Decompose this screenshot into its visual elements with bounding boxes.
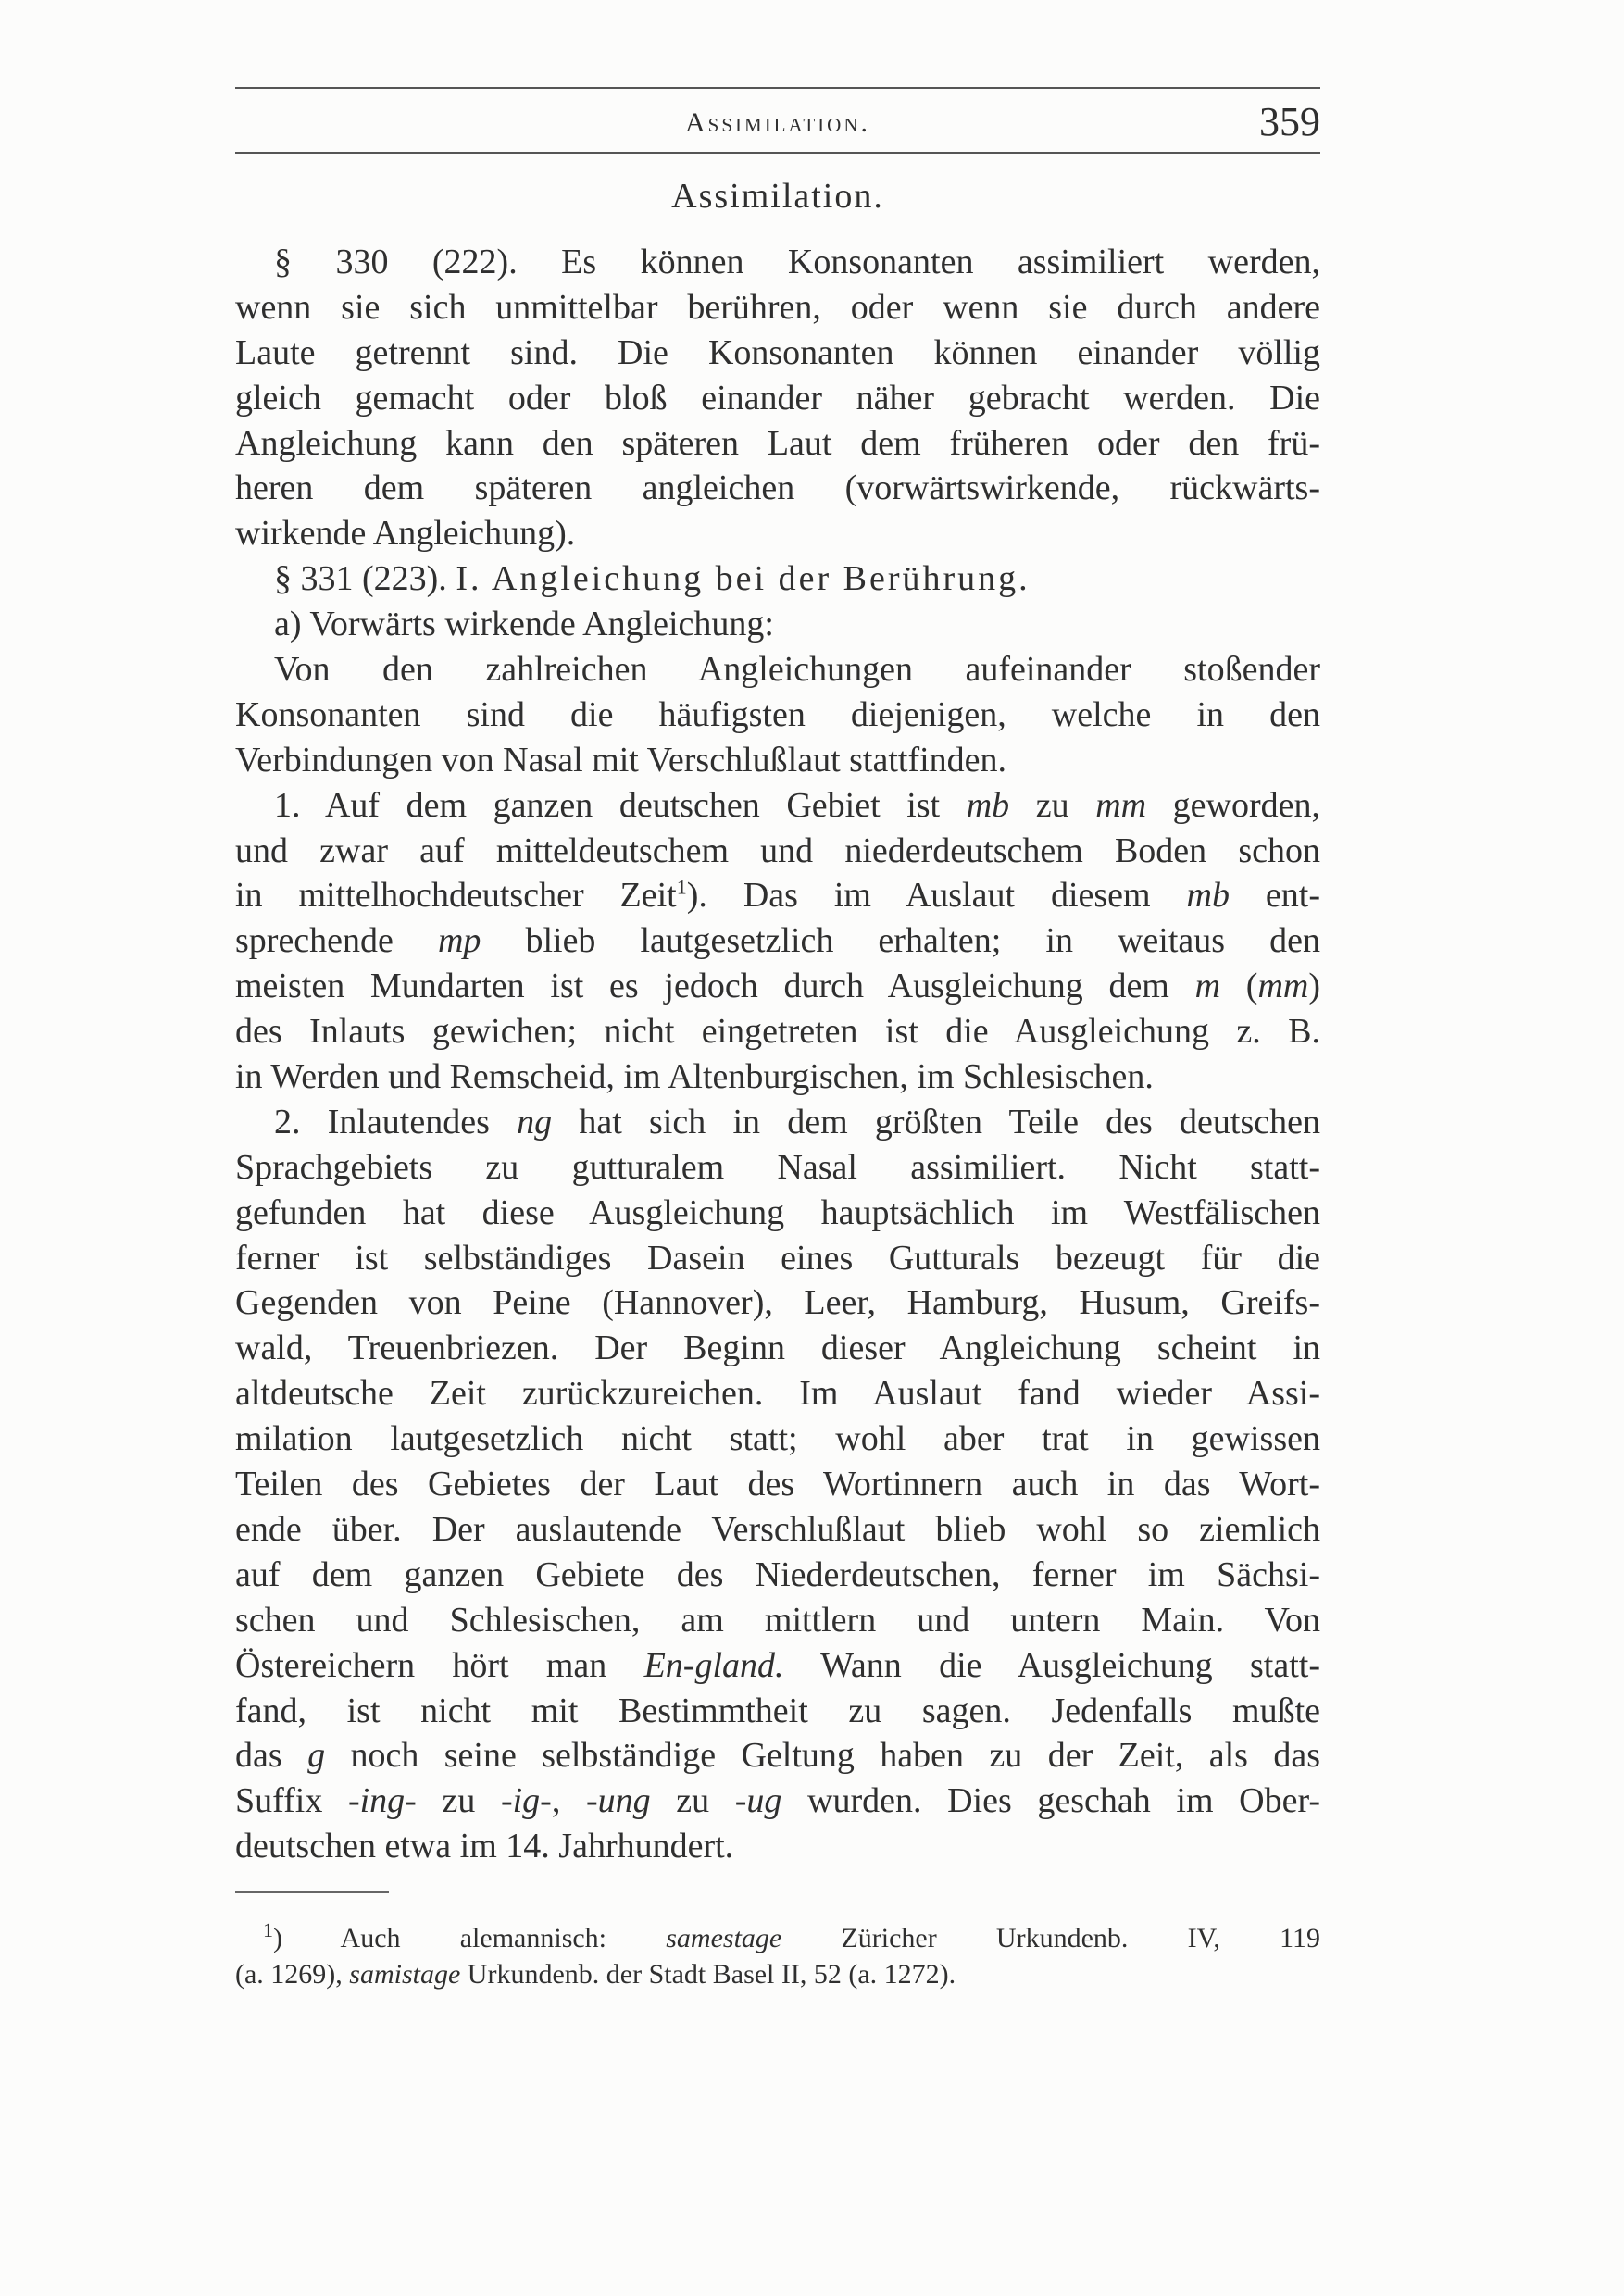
italic-term: samestage (666, 1923, 782, 1953)
text-run: Konsonanten sind die häufigsten diejenigen, welche in den (235, 694, 1320, 734)
text-line (235, 421, 1320, 467)
text-run: Teilen des Gebietes der Laut des Wortinnern auch in das Wort- (235, 1465, 1320, 1504)
text-line (235, 1145, 1320, 1191)
italic-term: mp (437, 921, 481, 961)
text-run: Östereichern hört man (235, 1645, 644, 1685)
italic-term: -ug (734, 1781, 782, 1821)
text-run: gefunden hat diese Ausgleichung hauptsächlich im Westfälischen (235, 1192, 1320, 1232)
text-line (235, 783, 1320, 829)
text-line (235, 556, 1320, 602)
text-run: Gegenden von Peine (Hannover), Leer, Hamburg, Husum, Greifs- (235, 1283, 1320, 1323)
text-run: gleich gemacht oder bloß einander näher gebracht werden. Die (235, 378, 1320, 418)
text-run: I. Angleichung bei der Berührung. (456, 559, 1031, 599)
italic-term: g (307, 1736, 326, 1776)
body-text (235, 240, 1320, 1869)
running-head (235, 99, 1320, 146)
text-run: altdeutsche Zeit zurückzureichen. Im Auslaut fand wieder Assi- (235, 1374, 1320, 1414)
text-run: wald, Treuenbriezen. Der Beginn dieser Angleichung scheint in (235, 1329, 1320, 1368)
text-line (235, 1553, 1320, 1598)
text-run: (a. 1269), (235, 1959, 350, 1990)
text-line (235, 1689, 1320, 1734)
text-run: des Inlauts gewichen; nicht eingetreten ist die Ausgleichung z. B. (235, 1012, 1320, 1052)
italic-term: m (1194, 967, 1221, 1006)
text-run: wurden. Dies geschah im Ober- (781, 1781, 1320, 1821)
text-line (235, 918, 1320, 964)
text-line (235, 602, 1320, 647)
text-line (235, 693, 1320, 738)
text-line (235, 240, 1320, 285)
italic-term: mb (966, 785, 1010, 825)
text-line (235, 1054, 1320, 1100)
text-line (235, 1280, 1320, 1326)
text-run: ). Das im Auslaut diesem (686, 876, 1187, 916)
text-line (235, 331, 1320, 376)
text-line (235, 1009, 1320, 1054)
text-line (235, 1643, 1320, 1689)
italic-term: ng (517, 1102, 553, 1142)
text-line (235, 1326, 1320, 1371)
italic-term: mm (1257, 967, 1309, 1006)
page-number: 359 (1259, 99, 1320, 144)
text-line (235, 511, 1320, 556)
italic-term: mm (1095, 785, 1147, 825)
italic-term: -ig- (500, 1781, 552, 1821)
section-title: Assimilation. (671, 177, 884, 216)
text-run: hat sich in dem größten Teile des deutschen (552, 1102, 1321, 1142)
text-line (235, 1733, 1320, 1778)
text-run: Suffix (235, 1781, 348, 1821)
text-line (235, 873, 1320, 918)
italic-term: -ung (585, 1781, 651, 1821)
text-line (235, 1100, 1320, 1145)
text-run: in Werden und Remscheid, im Altenburgischen, im Schlesischen. (235, 1057, 1154, 1097)
text-line (235, 647, 1320, 693)
text-run: auf dem ganzen Gebiete des Niederdeutschen, ferner im Sächsi- (235, 1554, 1320, 1594)
footnote-marker: 1 (263, 1918, 273, 1941)
text-run: § 331 (223). (274, 559, 456, 599)
text-run: ) Auch alemannisch: (273, 1923, 667, 1953)
text-line (235, 466, 1320, 511)
text-run: schen und Schlesischen, am mittlern und untern Main. Von (235, 1600, 1320, 1640)
text-line (235, 1462, 1320, 1507)
text-run: zu (416, 1781, 501, 1821)
text-run: Von den zahlreichen Angleichungen aufeinander stoßender (274, 650, 1320, 690)
text-line (235, 1416, 1320, 1462)
italic-term: En-gland. (643, 1645, 784, 1685)
text-run: 1. Auf dem ganzen deutschen Gebiet ist (274, 785, 967, 825)
footnote-line (235, 1920, 1320, 1956)
text-run: sprechende (235, 921, 438, 961)
text-run: ende über. Der auslautende Verschlußlaut blieb wohl so ziemlich (235, 1509, 1320, 1549)
text-line (235, 1507, 1320, 1553)
text-run: zu (650, 1781, 735, 1821)
text-run: meisten Mundarten ist es jedoch durch Ausgleichung dem (235, 967, 1195, 1006)
italic-term: -ing- (347, 1781, 417, 1821)
italic-term: mb (1186, 876, 1230, 916)
text-run: heren dem späteren angleichen (vorwärtswirkende, rückwärts- (235, 468, 1320, 508)
text-run: und zwar auf mitteldeutschem und niederdeutschem Boden schon (235, 830, 1320, 870)
text-run: Wann die Ausgleichung statt- (783, 1645, 1320, 1685)
text-run: a) Vorwärts wirkende Angleichung: (274, 605, 774, 644)
text-line (235, 738, 1320, 783)
text-run: Laute getrennt sind. Die Konsonanten können einander völlig (235, 332, 1320, 372)
text-run: blieb lautgesetzlich erhalten; in weitaus den (481, 921, 1320, 961)
text-run: deutschen etwa im 14. Jahrhundert. (235, 1827, 734, 1866)
text-run: , (551, 1781, 586, 1821)
text-run: 2. Inlautendes (274, 1102, 518, 1142)
text-run: § 330 (222). Es können Konsonanten assimiliert werden, (274, 243, 1320, 281)
text-run: wirkende Angleichung). (235, 514, 576, 554)
footnote-marker: 1 (676, 875, 687, 899)
italic-term: samistage (349, 1959, 461, 1990)
text-run: Angleichung kann den späteren Laut dem früheren oder den frü- (235, 423, 1320, 463)
running-head-title: Assimilation. (685, 107, 870, 138)
footnote-line (235, 1956, 1320, 1992)
header-bottom-rule (235, 152, 1320, 154)
text-run: ) (1308, 967, 1321, 1006)
text-run: Züricher Urkundenb. IV, 119 (781, 1923, 1321, 1953)
text-line (235, 1824, 1320, 1869)
text-run: Verbindungen von Nasal mit Verschlußlaut stattfinden. (235, 740, 1007, 780)
header-top-rule (235, 87, 1320, 89)
footnote-rule (235, 1891, 389, 1893)
text-run: zu (1009, 785, 1096, 825)
text-run: ( (1220, 967, 1258, 1006)
text-run: Urkundenb. der Stadt Basel II, 52 (a. 1272). (460, 1959, 956, 1990)
text-run: ferner ist selbständiges Dasein eines Gutturals bezeugt für die (235, 1238, 1320, 1278)
text-run: wenn sie sich unmittelbar berühren, oder wenn sie durch andere (235, 287, 1320, 327)
footnotes (235, 1920, 1320, 1992)
text-run: das (235, 1736, 308, 1776)
text-line (235, 1236, 1320, 1281)
text-run: milation lautgesetzlich nicht statt; wohl aber trat in gewissen (235, 1419, 1320, 1459)
text-run: in mittelhochdeutscher Zeit (235, 876, 677, 916)
text-run: geworden, (1146, 785, 1320, 825)
text-line (235, 1598, 1320, 1643)
text-line (235, 376, 1320, 421)
text-line (235, 829, 1320, 874)
text-line (235, 285, 1320, 331)
text-run: ent- (1230, 876, 1321, 916)
text-run: fand, ist nicht mit Bestimmtheit zu sagen. Jedenfalls mußte (235, 1691, 1320, 1730)
text-line (235, 964, 1320, 1009)
text-line (235, 1191, 1320, 1236)
text-line (235, 1778, 1320, 1824)
text-run: noch seine selbständige Geltung haben zu der Zeit, als das (325, 1736, 1320, 1776)
text-line (235, 1371, 1320, 1416)
text-run: Sprachgebiets zu gutturalem Nasal assimiliert. Nicht statt- (235, 1147, 1320, 1187)
